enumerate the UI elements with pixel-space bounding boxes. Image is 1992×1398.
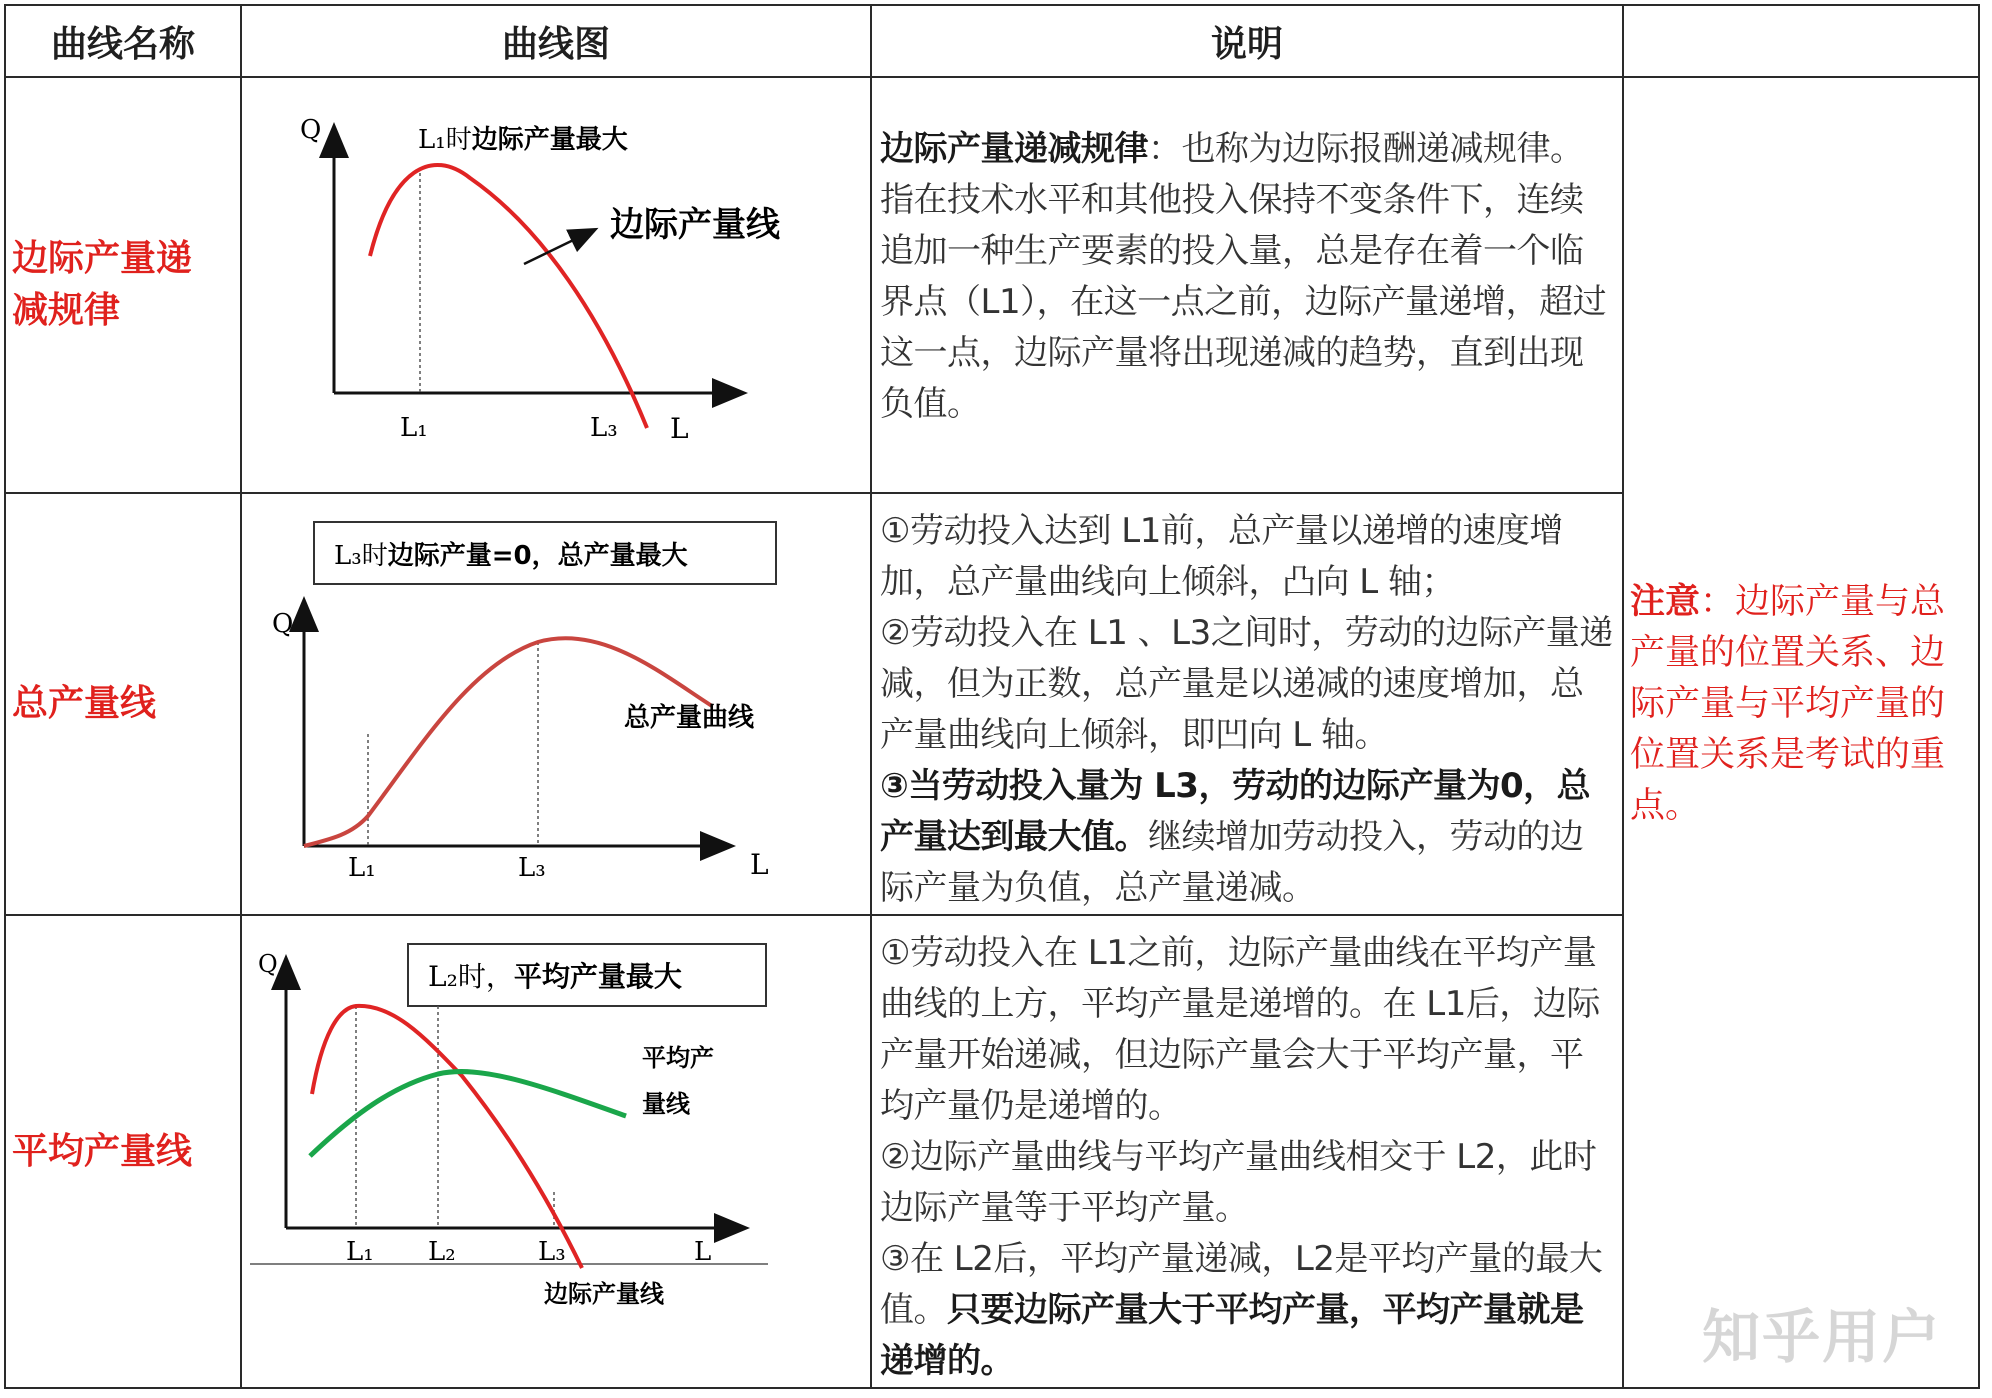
box-prefix: L₂时，	[428, 960, 514, 993]
law-term: 边际产量递减规律	[880, 129, 1148, 169]
tick-l1: L₁	[346, 1237, 374, 1267]
curve-name-line2: 减规律	[12, 290, 121, 331]
header-curve-name: 曲线名称	[5, 5, 241, 77]
tick-l1: L₁	[348, 853, 376, 883]
description-average-p2: ②边际产量曲线与平均产量曲线相交于 L2，此时边际产量等于平均产量。	[880, 1137, 1597, 1228]
note-cell	[1623, 493, 1979, 915]
q-axis-label: Q	[300, 115, 322, 145]
description-marginal	[871, 77, 1623, 493]
l-axis-label: L	[670, 412, 689, 445]
table-row-marginal	[5, 77, 1979, 493]
top-annotation	[418, 124, 628, 155]
header-description: 说明	[871, 5, 1623, 77]
law-definition: ：也称为边际报酬递减规律。指在技术水平和其他投入保持不变条件下，连续追加一种生产要素的投入量，总是存在着一个临界点（L1），在这一点之前，边际产量递增，超过这一点，边际产量将出现递减的趋势，直到出现负值。	[880, 129, 1607, 424]
tick-l3: L₃	[590, 413, 618, 443]
box-bold: 边际产量=0，总产量最大	[387, 541, 688, 571]
l-axis-label: L	[694, 1237, 712, 1267]
curve-name-marginal	[5, 77, 241, 493]
q-axis-label: Q	[258, 950, 278, 978]
tick-l1: L₁	[400, 413, 428, 443]
description-total-p2: ②劳动投入在 L1 、L3之间时，劳动的边际产量递减，但为正数，总产量是以递减的速度增加，总产量曲线向上倾斜，即凹向 L 轴。	[880, 613, 1613, 755]
curve-label: 边际产量线	[610, 205, 780, 245]
q-axis-label: Q	[272, 609, 294, 639]
description-total-p3-bold: ③当劳动投入量为 L3，劳动的边际产量为0，总产量达到最大值。	[880, 766, 1591, 857]
marginal-product-curve	[370, 165, 647, 428]
top-annotation-bold: 边际产量最大	[471, 125, 628, 155]
description-average-p3-rest: ③在 L2后，平均产量递减，L2是平均产量的最大值。	[880, 1239, 1603, 1330]
note-label: 注意	[1630, 581, 1701, 622]
tick-l3: L₃	[518, 853, 546, 883]
average-curve-label-1: 平均产	[642, 1044, 714, 1072]
description-total-p1: ①劳动投入达到 L1前，总产量以递增的速度增加，总产量曲线向上倾斜，凸向 L 轴；	[880, 511, 1563, 602]
figure-marginal	[241, 77, 871, 493]
annotation-box-text	[334, 540, 688, 571]
description-average-p3	[880, 1234, 1614, 1387]
header-curve-figure: 曲线图	[241, 5, 871, 77]
l-axis-label: L	[750, 848, 769, 881]
average-product-chart	[242, 916, 870, 1378]
watermark: 知乎用户	[1701, 1303, 1942, 1371]
curve-label: 总产量曲线	[624, 703, 755, 733]
description-total-p3	[880, 761, 1614, 914]
average-curve-label-2: 量线	[642, 1090, 690, 1118]
top-annotation-prefix: L₁时	[418, 125, 472, 155]
note-text: ：边际产量与总产量的位置关系、边际产量与平均产量的位置关系是考试的重点。	[1630, 581, 1946, 826]
description-marginal-text	[880, 124, 1614, 430]
tick-l2: L₂	[428, 1237, 456, 1267]
curve-name-average: 平均产量线	[5, 915, 241, 1388]
tick-l3: L₃	[538, 1237, 566, 1267]
description-average-p3-bold: 只要边际产量大于平均产量，平均产量就是递增的。	[880, 1290, 1584, 1381]
description-average	[871, 915, 1623, 1388]
header-row	[5, 5, 1979, 77]
header-notes	[1623, 5, 1979, 77]
curve-name-total: 总产量线	[5, 493, 241, 915]
box-prefix: L₃时	[334, 541, 388, 571]
description-average-p1: ①劳动投入在 L1之前，边际产量曲线在平均产量曲线的上方，平均产量是递增的。在 L1后，边际产量开始递减，但边际产量会大于平均产量，平均产量仍是递增的。	[880, 933, 1600, 1126]
total-product-curve	[304, 638, 712, 846]
table-row-total	[5, 493, 1979, 915]
figure-total	[241, 493, 871, 915]
annotation-box-text	[428, 960, 682, 993]
marginal-curve-label: 边际产量线	[544, 1280, 664, 1308]
curve-name-line1: 边际产量递	[12, 238, 193, 279]
description-total	[871, 493, 1623, 915]
marginal-product-chart	[242, 78, 870, 490]
description-total-p3-rest: 继续增加劳动投入，劳动的边际产量为负值，总产量递减。	[880, 817, 1584, 908]
box-bold: 平均产量最大	[513, 960, 682, 993]
note-cell-top	[1623, 77, 1979, 493]
total-product-chart	[242, 494, 870, 912]
table-row-average	[5, 915, 1979, 1388]
figure-average	[241, 915, 871, 1388]
curves-table	[4, 4, 1980, 1389]
